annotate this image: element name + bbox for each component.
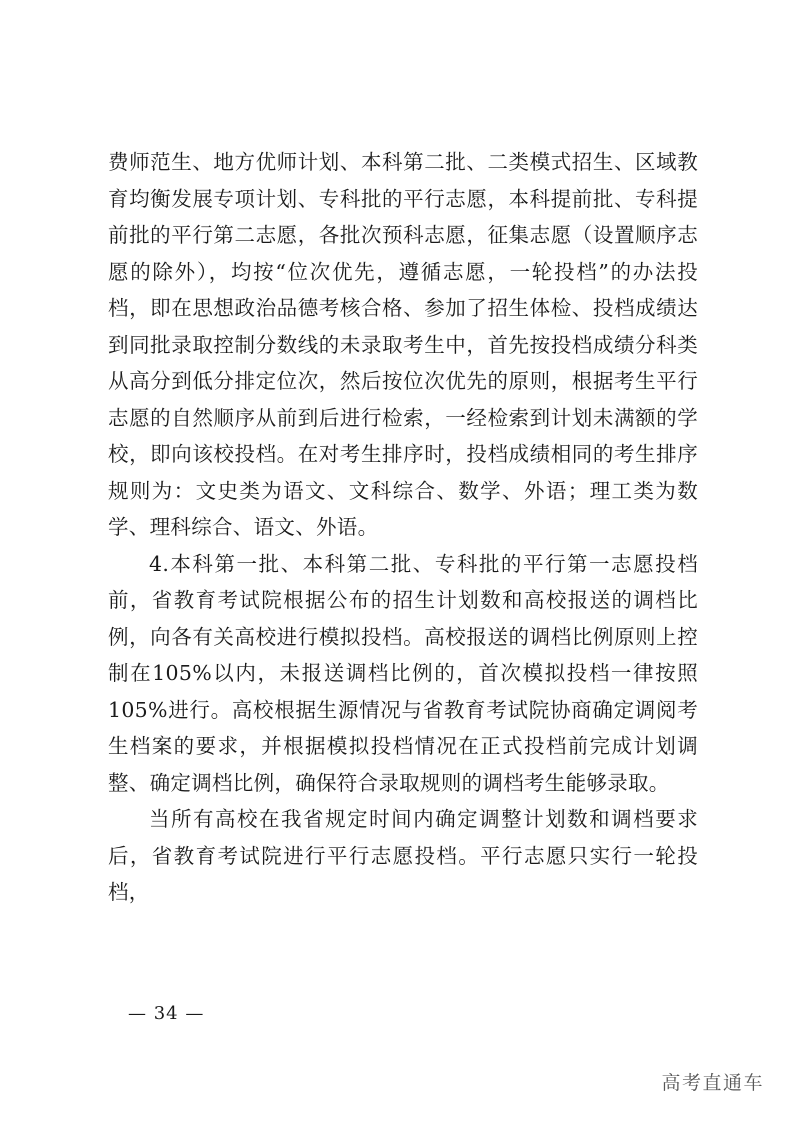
paragraph-parallel-voluntary: 当所有高校在我省规定时间内确定调整计划数和调档要求后，省教育考试院进行平行志愿投档。平行志愿只实行一轮投档， [108, 807, 698, 904]
watermark-text: 高考直通车 [661, 1072, 764, 1094]
body-text [108, 144, 698, 911]
page-number: — 34 — [128, 1003, 205, 1024]
paragraph-item-4: 4.本科第一批、本科第二批、专科批的平行第一志愿投档前，省教育考试院根据公布的招生计划数和高校报送的调档比例，向各有关高校进行模拟投档。高校报送的调档比例原则上控制在105%以内，未报送调档比例的，首次模拟投档一律按照105%进行。高校根据生源情况与省教育考试院协商确定调阅考生档案的要求，并根据模拟投档情况在正式投档前完成计划调整、确定调档比例，确保符合录取规则的调档考生能够录取。 [108, 551, 698, 795]
paragraph-continued: 费师范生、地方优师计划、本科第二批、二类模式招生、区域教育均衡发展专项计划、专科批的平行志愿，本科提前批、专科提前批的平行第二志愿，各批次预科志愿，征集志愿（设置顺序志愿的除外），均按“位次优先，遵循志愿，一轮投档”的办法投档，即在思想政治品德考核合格、参加了招生体检、投档成绩达到同批录取控制分数线的未录取考生中，首先按投档成绩分科类从高分到低分排定位次，然后按位次优先的原则，根据考生平行志愿的自然顺序从前到后进行检索，一经检索到计划未满额的学校，即向该校投档。在对考生排序时，投档成绩相同的考生排序规则为：文史类为语文、文科综合、数学、外语；理工类为数学、理科综合、语文、外语。 [108, 150, 698, 539]
